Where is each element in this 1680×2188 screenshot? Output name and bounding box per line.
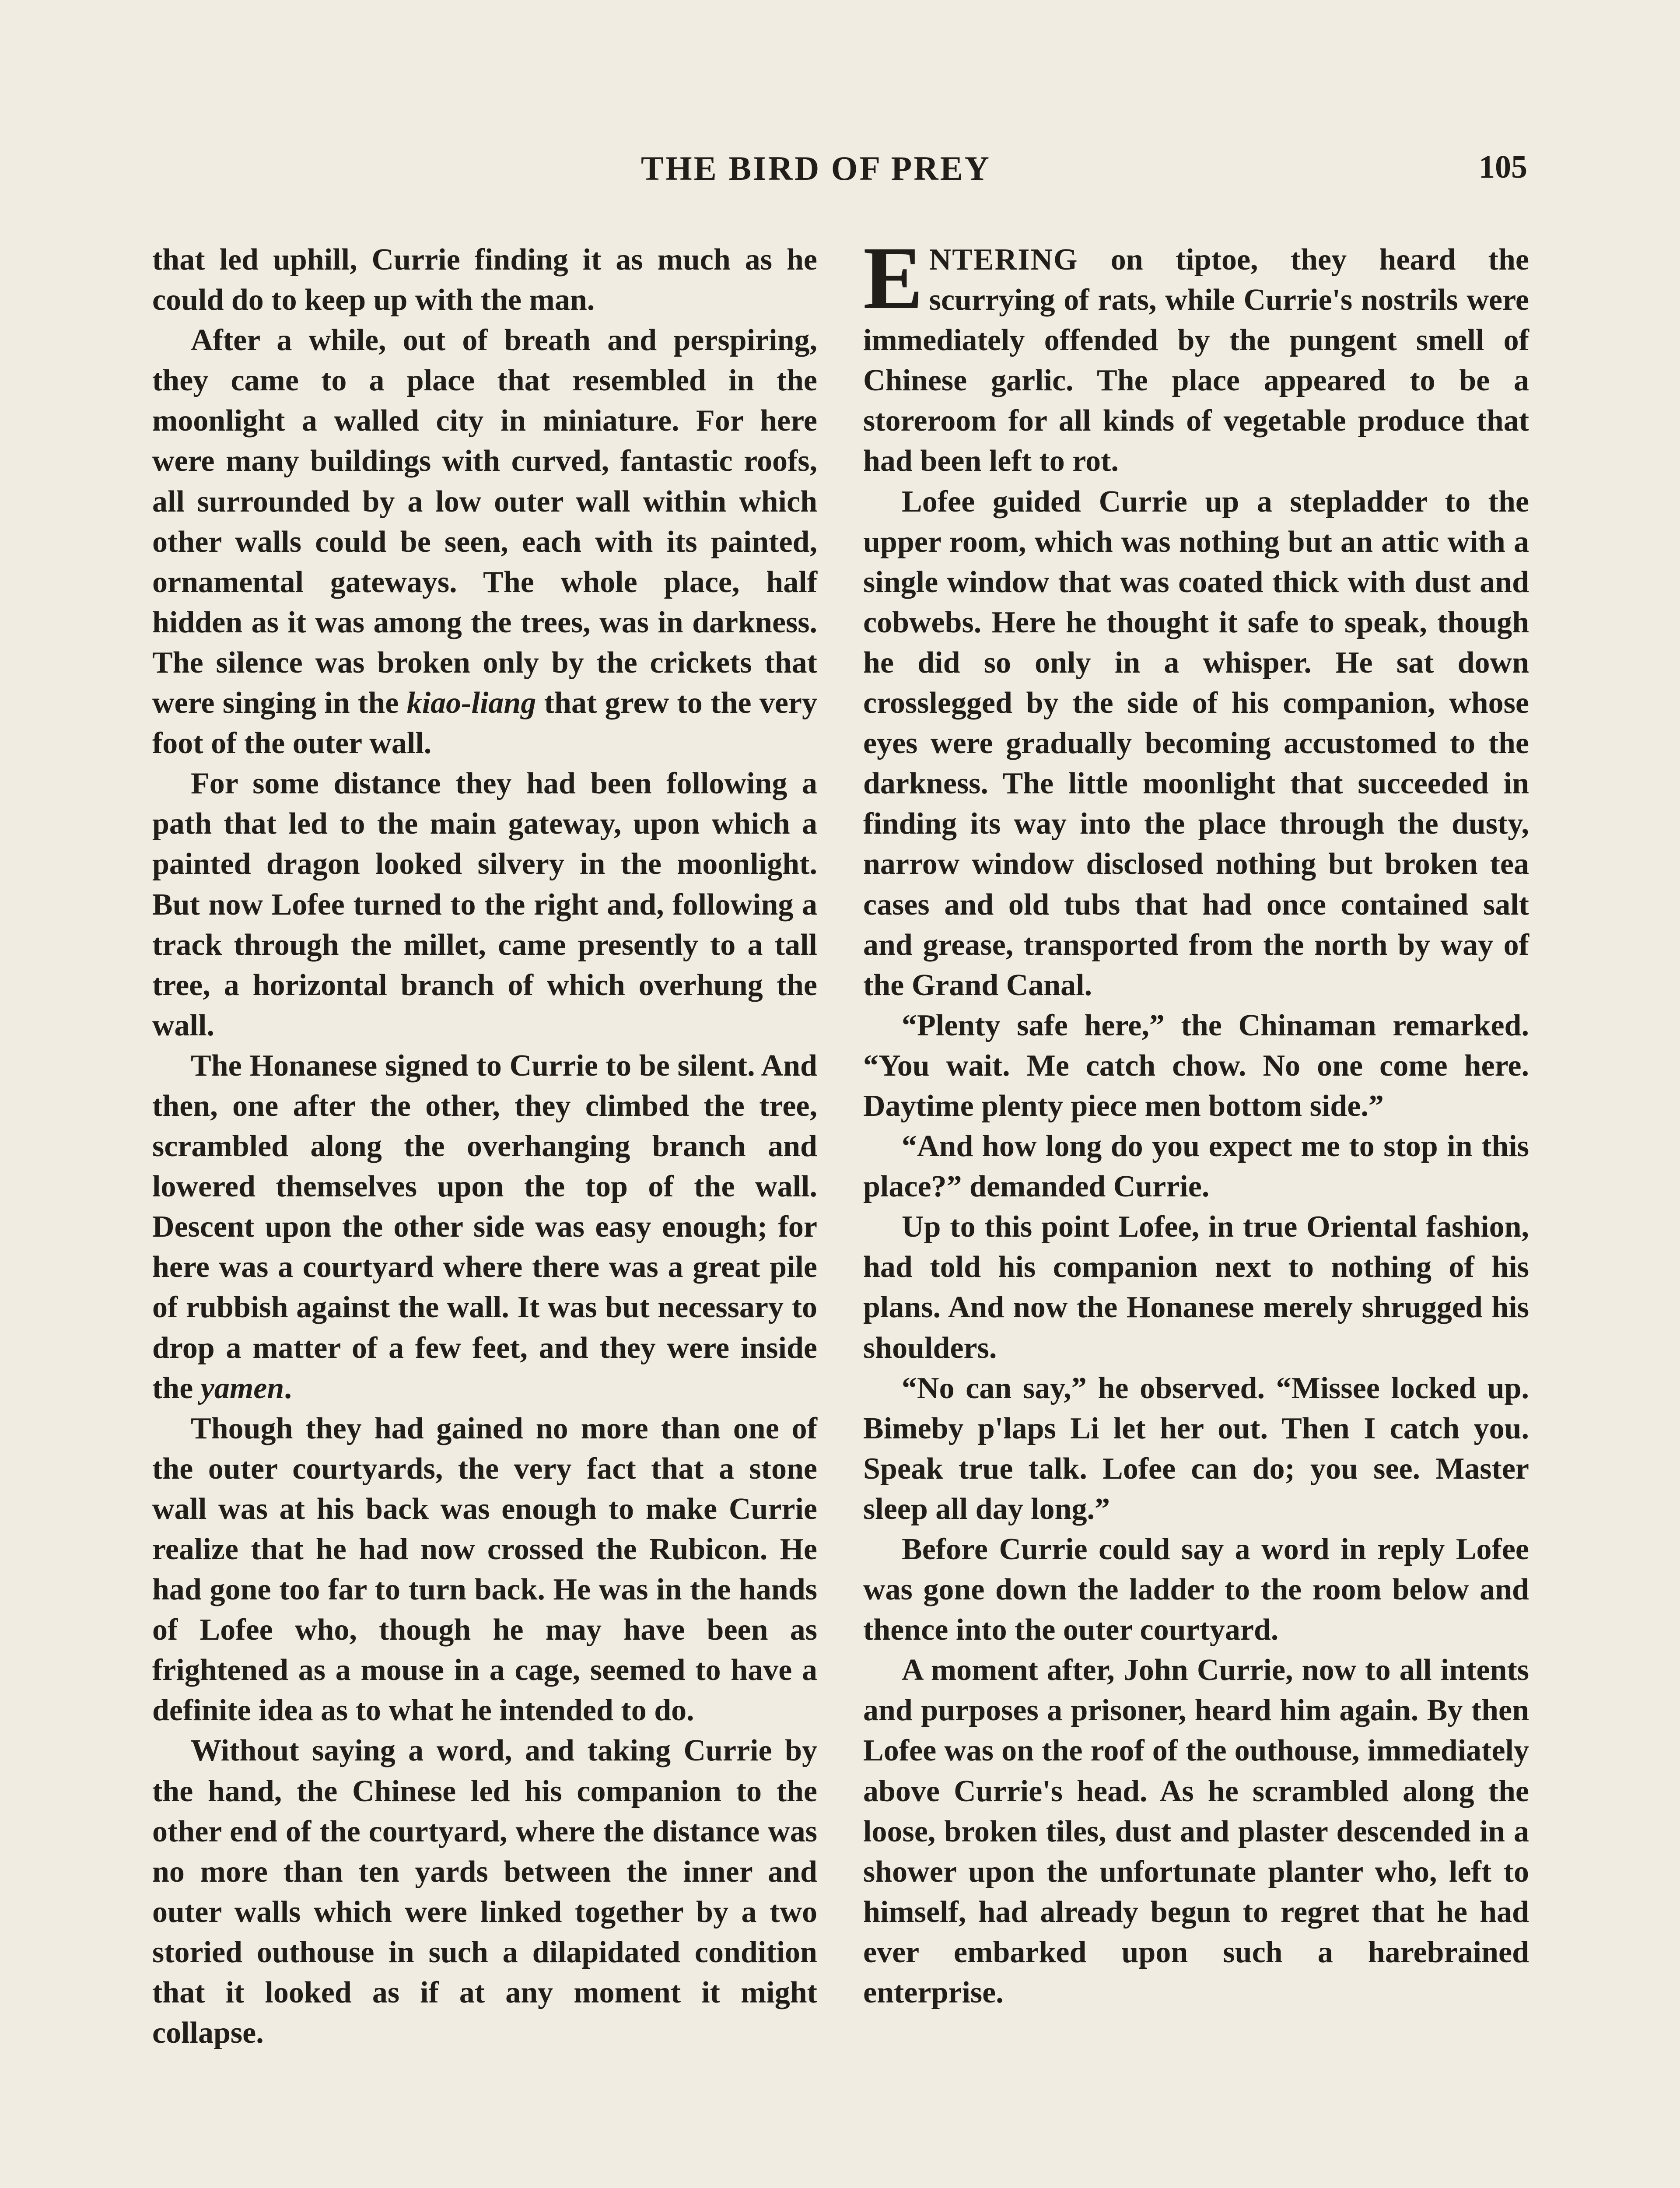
paragraph: “No can say,” he observed. “Missee locked up. Bimeby p'laps Li let her out. Then I catch you. Speak true talk. Lofee can do; you see. Master sleep all day long.” bbox=[863, 1371, 1529, 1526]
paragraph: Up to this point Lofee, in true Oriental fashion, had told his companion next to nothing of his plans. And now the Honanese merely shrugged his shoulders. bbox=[863, 1210, 1529, 1365]
paragraph: Without saying a word, and taking Currie by the hand, the Chinese led his companion to the other end of the courtyard, where the distance was no more than ten yards between the inner and outer walls which were linked together by a two storied outhouse in such a dilapidated condition that it looked as if at any moment it might collapse. bbox=[152, 1734, 817, 2050]
paragraph: A moment after, John Currie, now to all intents and purposes a prisoner, heard him again. By then Lofee was on the roof of the outhouse, immediately above Currie's head. As he scrambled along the loose, broken tiles, dust and plaster descended in a shower upon the unfortunate planter who, left to himself, had already begun to regret that he had ever embarked upon such a harebrained enterprise. bbox=[863, 1653, 1529, 2010]
paragraph: For some distance they had been following a path that led to the main gateway, upon which a painted dragon looked silvery in the moonlight. But now Lofee turned to the right and, following a track through the millet, came presently to a tall tree, a horizontal branch of which overhung the wall. bbox=[152, 767, 817, 1042]
paragraph-text: After a while, out of breath and perspiring, they came to a place that resembled in the moonlight a walled city in miniature. For here were many buildings with curved, fantastic roofs, all surrounded by a low outer wall within which other walls could be seen, each with its painted, ornamental gateways. The whole place, half hidden as it was among the trees, was in darkness. The silence was broken only by the crickets that were singing in the bbox=[152, 323, 817, 720]
paragraph: that led uphill, Currie finding it as much as he could do to keep up with the man. bbox=[152, 243, 817, 317]
paragraph: Though they had gained no more than one of the outer courtyards, the very fact that a stone wall was at his back was enough to make Currie realize that he had now crossed the Rubicon. He had gone too far to turn back. He was in the hands of Lofee who, though he may have been as frightened as a mouse in a cage, seemed to have a definite idea as to what he intended to do. bbox=[152, 1411, 817, 1728]
running-title: THE BIRD OF PREY bbox=[641, 149, 991, 187]
opening-caps: NTERING bbox=[929, 243, 1078, 277]
paragraph-text: The Honanese signed to Currie to be silent. And then, one after the other, they climbed the tree, scrambled along the overhanging branch and lowered themselves upon the top of the wall. Descent upon the other side was easy enough; for here was a courtyard where there was a great pile of rubbish against the wall. It was but necessary to drop a matter of a few feet, and they were inside the bbox=[152, 1048, 817, 1405]
paragraph bbox=[152, 1046, 817, 1409]
right-column bbox=[863, 228, 1529, 2013]
left-column bbox=[152, 240, 817, 2053]
section-opening bbox=[863, 228, 1529, 482]
drop-cap: E bbox=[863, 228, 923, 328]
paragraph: Before Currie could say a word in reply Lofee was gone down the ladder to the room below and thence into the outer courtyard. bbox=[863, 1532, 1529, 1647]
paragraph bbox=[152, 320, 817, 764]
italic-term: yamen bbox=[200, 1371, 284, 1405]
running-head bbox=[0, 149, 1680, 201]
paragraph: “Plenty safe here,” the Chinaman remarked. “You wait. Me catch chow. No one come here. Daytime plenty piece men bottom side.” bbox=[863, 1008, 1529, 1123]
paragraph: “And how long do you expect me to stop in this place?” demanded Currie. bbox=[863, 1129, 1529, 1204]
paragraph-text: . bbox=[284, 1371, 292, 1405]
paragraph-text: that grew to the very foot of the outer wall. bbox=[152, 686, 817, 761]
paragraph: Lofee guided Currie up a stepladder to the upper room, which was nothing but an attic with a single window that was coated thick with dust and cobwebs. Here he thought it safe to speak, though he did so only in a whisper. He sat down crosslegged by the side of his companion, whose eyes were gradually becoming accustomed to the darkness. The little moonlight that succeeded in finding its way into the place through the dusty, narrow window disclosed nothing but broken tea cases and old tubs that had once contained salt and grease, transported from the north by way of the Grand Canal. bbox=[863, 484, 1529, 1002]
italic-term: kiao-liang bbox=[406, 686, 536, 720]
paragraph-text: on tiptoe, they heard the scurrying of rats, while Currie's nostrils were immediately offended by the pungent smell of Chinese garlic. The place appeared to be a storeroom for all kinds of vegetable produce that had been left to rot. bbox=[863, 243, 1529, 478]
page-number: 105 bbox=[1479, 149, 1527, 185]
